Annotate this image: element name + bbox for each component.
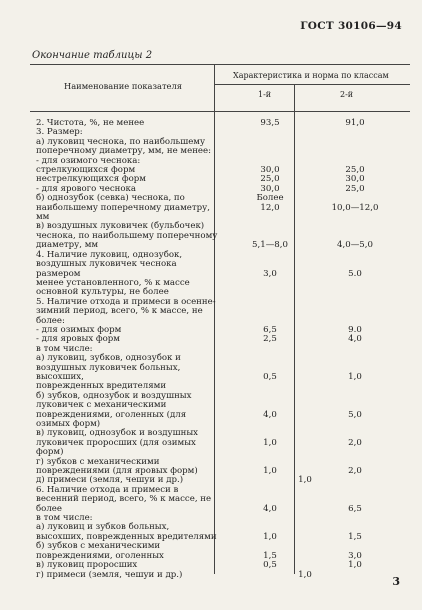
table-top-border	[30, 64, 410, 65]
row-name: 5. Наличие отхода и примеси в осенне-зимний период, всего, % к массе, не более:	[36, 296, 216, 326]
row-value-class-1: 4,0	[263, 409, 277, 420]
table-row	[30, 166, 410, 194]
table-row	[30, 194, 410, 222]
table-body	[30, 119, 410, 580]
row-value-class-2: 2,0	[348, 437, 362, 448]
table-row	[30, 392, 410, 430]
row-value-class-1: 3,0	[263, 268, 277, 279]
row-value-class-1: 4,0	[263, 503, 277, 514]
table-row	[30, 222, 410, 250]
row-name: 2. Чистота, %, не менее	[36, 118, 145, 128]
row-value-class-2: 2,0	[348, 466, 362, 477]
row-name: б) зубков, однозубок и воздушных луковичек с механическими повреждениями, оголенных (для озимых форм)	[36, 390, 192, 429]
table-row	[30, 251, 410, 298]
gost-header: ГОСТ 30106—94	[300, 20, 402, 32]
row-value-class-2: 3,0 1,0	[348, 550, 362, 571]
row-value-class-1: 1,0	[263, 531, 277, 542]
row-name: в) луковиц, однозубок и воздушных луковичек проросших (для озимых форм)	[36, 428, 199, 458]
row-value-class-2: 5,0	[348, 409, 362, 420]
row-value-shared: 1,0	[298, 569, 312, 580]
table-row	[30, 298, 410, 326]
row-name: б) однозубок (севка) чеснока, по наибольшему поперечному диаметру, мм	[36, 193, 210, 223]
table-row	[30, 326, 410, 354]
row-value-class-2: 9.0 4,0	[348, 324, 362, 345]
row-value-class-2: 1,0	[348, 371, 362, 382]
table-continuation-caption: Окончание таблицы 2	[32, 50, 153, 61]
row-value-class-1: 93,5	[260, 118, 280, 128]
row-value-shared: 1,0	[298, 475, 312, 486]
page-number: 3	[392, 575, 400, 588]
row-name: г) примеси (земля, чешуи и др.)	[36, 569, 183, 580]
row-value-class-1: 1,0	[263, 437, 277, 448]
row-name: 3. Размер: а) луковиц чеснока, по наибольшему поперечному диаметру, мм, не менее: - для озимого чеснока:	[36, 127, 211, 166]
row-name: в том числе: а) луковиц и зубков больных, высохших, поврежденных вредителями	[36, 513, 217, 542]
row-value-class-2: 6,5	[348, 503, 362, 514]
header-indicator-name: Наименование показателя	[64, 81, 182, 91]
row-value-class-1: 30,0 25,0 30,0	[260, 165, 280, 194]
row-value-class-1: 0,5	[263, 371, 277, 382]
table-row	[30, 514, 410, 542]
table-row	[30, 542, 410, 570]
row-name: стрелкующихся форм нестрелкующихся форм - для ярового чеснока	[36, 165, 146, 194]
row-name: 4. Наличие луковиц, однозубок, воздушных луковичек чеснока размером менее установленного, % к массе основной культуры, не более	[36, 249, 190, 298]
header-sub-divider	[214, 84, 410, 85]
row-value-class-1: 5,1—8,0	[252, 240, 288, 251]
row-value-class-2: 91,0	[345, 118, 365, 128]
indicators-table	[30, 64, 410, 580]
row-value-class-2: 10,0—12,0	[331, 202, 379, 213]
row-name: 6. Наличие отхода и примеси в весенний период, всего, % к массе, не более	[36, 484, 212, 514]
row-value-class-1: Более 12,0	[256, 193, 284, 213]
table-row	[30, 486, 410, 514]
table-row	[30, 458, 410, 477]
header-class-2: 2-й	[340, 90, 354, 99]
row-name: в) воздушных луковичек (бульбочек) чеснока, по наибольшему поперечному диаметру, мм	[36, 221, 218, 251]
row-value-class-1: 1,5 0,5	[263, 550, 277, 571]
row-name: б) зубков с механическими повреждениями, оголенных в) луковиц проросших	[36, 541, 164, 571]
header-characteristics: Характеристика и норма по классам	[233, 71, 389, 80]
header-class-1: 1-й	[258, 90, 272, 99]
table-row	[30, 119, 410, 128]
row-value-class-2: 5.0	[348, 268, 362, 279]
row-value-class-2: 25,0 30,0 25,0	[345, 165, 365, 194]
row-value-class-2: 1,5	[348, 531, 362, 542]
row-name: а) луковиц, зубков, однозубок и воздушных луковичек больных, высохших, поврежденных вредителями	[36, 353, 181, 392]
row-name: г) зубков с механическими повреждениями (для яровых форм)	[36, 456, 198, 477]
table-row	[30, 128, 410, 166]
table-row	[30, 354, 410, 392]
row-value-class-1: 1,0	[263, 466, 277, 477]
row-value-class-2: 4,0—5,0	[337, 240, 373, 251]
row-name: - для озимых форм - для яровых форм в том числе:	[36, 324, 122, 354]
table-row	[30, 429, 410, 457]
row-value-class-1: 6,5 2,5	[263, 324, 277, 345]
table-row	[30, 571, 410, 580]
header-bottom-border	[30, 111, 410, 112]
row-name: д) примеси (земля, чешуи и др.)	[36, 475, 184, 486]
